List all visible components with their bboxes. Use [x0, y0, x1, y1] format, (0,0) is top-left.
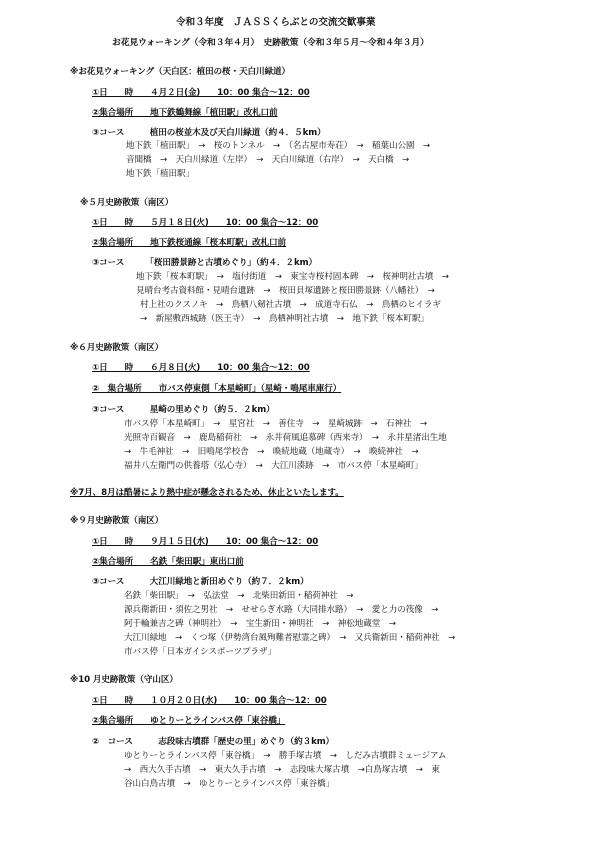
- section-heading-hanami: ※お花見ウォーキング（天白区：植田の桜・天白川緑道）: [70, 67, 290, 77]
- route-line: 名鉄「柴田駅」 → 弘法堂 → 北柴田新田・稲荷神社 →: [124, 591, 354, 601]
- route-line: 市バス停「日本ガイシスポーツプラザ」: [124, 647, 277, 657]
- section-course: ③コース 大江川緑地と新田めぐり（約７．２km）: [92, 577, 309, 587]
- route-line: 音聞橋 → 天白川緑道（左岸） → 天白川緑道（右岸） → 天白橋 →: [126, 155, 410, 165]
- route-line: 見晴台考古資料館・見晴台遺跡 → 桜田貝塚遺跡と桜田勝景跡（八幡社） →: [136, 286, 435, 296]
- section-meeting-place: ② 集合場所 市バス停東側「本星崎町」（星崎・鳴尾車庫行）: [92, 384, 342, 394]
- section-date: ①日 時 １０月２０日(水) 10：00 集合～12：00: [92, 696, 327, 706]
- route-line: 地下鉄「桜本町駅」 → 塩付街道 → 東宝寺桜村固本碑 → 桜神明社古墳 →: [136, 272, 449, 282]
- section-meeting-place: ②集合場所 地下鉄桜通線「桜本町駅」改札口前: [92, 238, 287, 248]
- section-heading-october: ※10 月史跡散策（守山区）: [70, 675, 178, 685]
- section-date: ①日 時 ４月２日(金) 10：00 集合～12：00: [92, 88, 310, 98]
- summer-suspension-notice: ※7月、8月は酷暑により熱中症が懸念されるため、休止といたします。: [70, 488, 344, 498]
- route-line: 阿千輪兼吉之碑（神明社） → 宝生新田・神明社 → 神松地蔵堂 →: [124, 619, 396, 629]
- section-meeting-place: ②集合場所 名鉄「柴田駅」東出口前: [92, 557, 244, 567]
- section-course: ③コース 植田の桜並木及び天白川緑道（約４．５km）: [92, 128, 326, 138]
- section-date: ①日 時 ９月１５日(水) 10：00 集合～12：00: [92, 537, 319, 547]
- section-heading-june: ※６月史跡散策（南区）: [70, 343, 164, 353]
- route-line: 地下鉄「植田駅」 → 桜のトンネル → （名古屋市寿荘） → 稲葉山公園 →: [126, 141, 431, 151]
- route-line: ゆとりーとラインバス停「東谷橋」 → 勝手塚古墳 → しだみ古墳群ミュージアム: [124, 751, 447, 761]
- page-subtitle: お花見ウォーキング（令和３年４月） 史跡散策（令和３年５月～令和４年３月）: [112, 38, 429, 48]
- section-course: ② コース 志段味古墳群「歴史の里」めぐり（約３km）: [92, 737, 335, 747]
- route-line: 谷山白鳥古墳 → ゆとりーとラインバス停「東谷橋」: [124, 779, 335, 789]
- route-line: → 牛毛神社 → 旧鳴尾学校舎 → 喚続地蔵（地蔵寺） → 喚続神社 →: [124, 447, 419, 457]
- section-date: ①日 時 ６月８日(火) 10：00 集合～12：00: [92, 363, 310, 373]
- route-line: → 西大久手古墳 → 東大久手古墳 → 志段味大塚古墳 →白鳥塚古墳 → 東: [124, 765, 440, 775]
- route-line: 福井八左衛門の供養塔（弘心寺） → 大江川湊跡 → 市バス停「本星崎町」: [124, 461, 423, 471]
- route-line: 市バス停「本星崎町」 → 星宮社 → 善住寺 → 星崎城跡 → 石神社 →: [124, 419, 428, 429]
- section-meeting-place: ②集合場所 地下鉄鶴舞線「植田駅」改札口前: [92, 108, 278, 118]
- page-title: 令和３年度 ＪＡＳＳくらぶとの交流交歓事業: [176, 17, 376, 28]
- section-heading-may: ※５月史跡散策（南区）: [80, 198, 174, 208]
- route-line: → 新屋敷西城跡（医王寺） → 鳥栖神明社古墳 → 地下鉄「桜本町駅」: [140, 314, 429, 324]
- section-meeting-place: ②集合場所 ゆとりーとラインバス停「東谷橋」: [92, 716, 286, 726]
- route-line: 地下鉄「植田駅」: [126, 169, 194, 179]
- section-heading-september: ※９月史跡散策（南区）: [70, 516, 164, 526]
- route-line: 源兵衛新田・須佐之男社 → せせらぎ水路（大同排水路） → 愛と力の筏像 →: [124, 605, 439, 615]
- section-date: ①日 時 ５月１８日(火) 10：00 集合～12：00: [92, 218, 319, 228]
- route-line: 村上社のクスノキ → 鳥栖八剱社古墳 → 成道寺石仏 → 鳥栖のヒイラギ: [140, 300, 441, 310]
- route-line: 大江川緑地 → くつ塚（伊勢湾台風殉難者慰霊之碑） → 又兵衛新田・稲荷神社 →: [124, 633, 456, 643]
- section-course: ③コース 「桜田勝景跡と古墳めぐり」（約４．２km）: [92, 258, 317, 268]
- route-line: 光照寺百観音 → 鹿島稲荷社 → 永井荷風追慕碑（西来寺） → 永井星渚出生地: [124, 433, 447, 443]
- section-course: ③コース 星崎の里めぐり（約５．２km）: [92, 405, 275, 415]
